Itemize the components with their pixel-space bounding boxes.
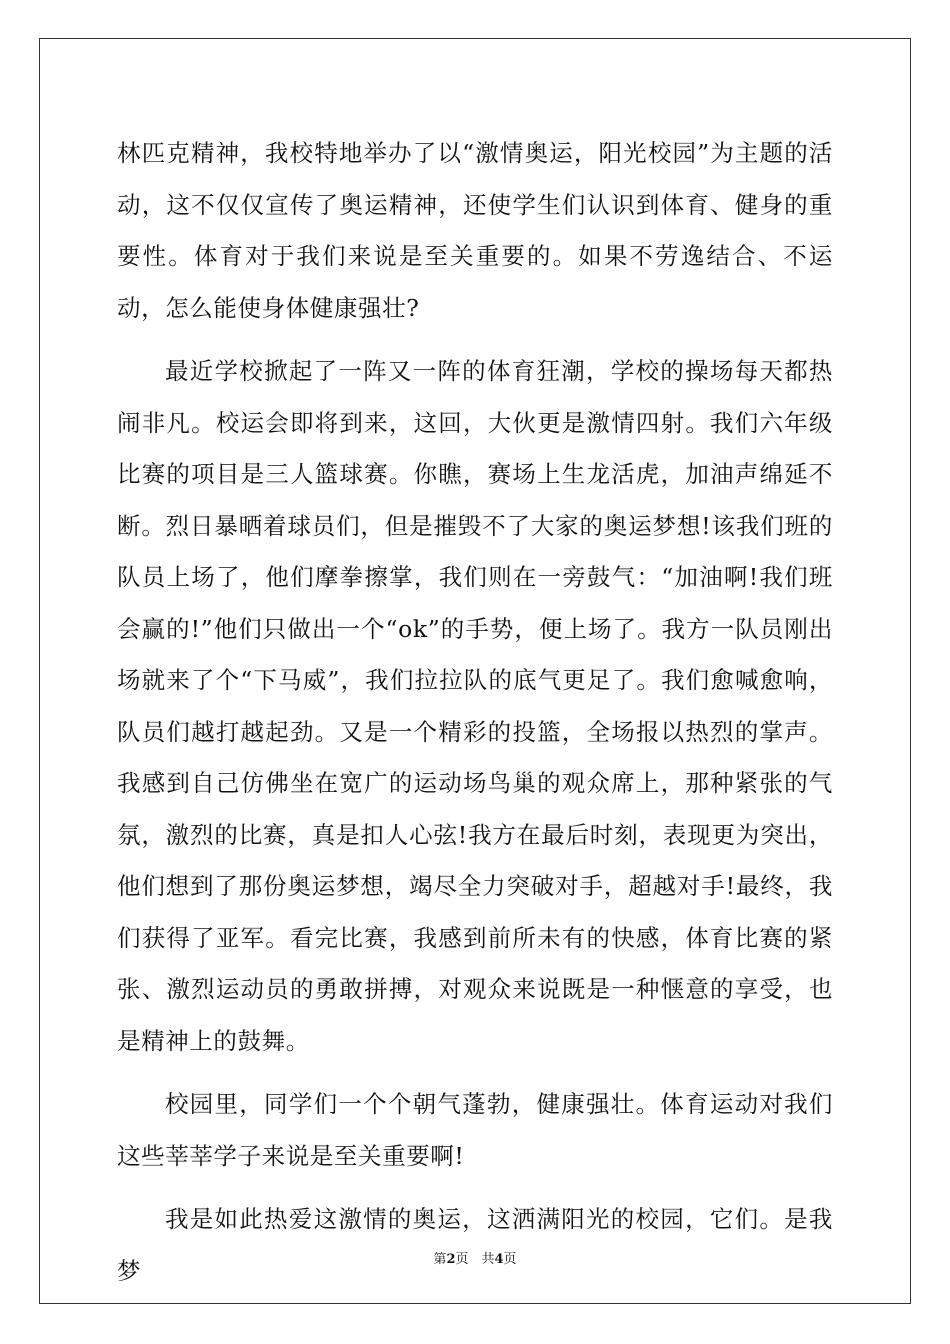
paragraph-2: 最近学校掀起了一阵又一阵的体育狂潮，学校的操场每天都热闹非凡。校运会即将到来，这回，大伙更是激情四射。我们六年级比赛的项目是三人篮球赛。你瞧，赛场上生龙活虎，加油声绵延不断。烈日暴晒着球员们，但是摧毁不了大家的奥运梦想!该我们班的队员上场了，他们摩拳擦掌，我们则在一旁鼓气：“加油啊!我们班会赢的!”他们只做出一个“ok”的手势，便上场了。我方一队员刚出场就来了个“下马威”，我们拉拉队的底气更足了。我们愈喊愈响，队员们越打越起劲。又是一个精彩的投篮，全场报以热烈的掌声。我感到自己仿佛坐在宽广的运动场鸟巢的观众席上，那种紧张的气氛，激烈的比赛，真是扣人心弦!我方在最后时刻，表现更为突出，他们想到了那份奥运梦想，竭尽全力突破对手，超越对手!最终，我们获得了亚军。看完比赛，我感到前所未有的快感，体育比赛的紧张、激烈运动员的勇敢拼搏，对观众来说既是一种惬意的享受，也是精神上的鼓舞。 [117, 357, 833, 1055]
total-page-number: 4 [494, 1252, 504, 1267]
page-number-footer [0, 1248, 950, 1267]
document-body [117, 128, 833, 1297]
footer-suffix: 页 [503, 1252, 517, 1267]
paragraph-3: 校园里，同学们一个个朝气蓬勃，健康强壮。体育运动对我们这些莘莘学子来说是至关重要啊! [117, 1090, 833, 1170]
footer-middle: 页 共 [455, 1252, 495, 1267]
paragraph-4: 我是如此热爱这激情的奥运，这洒满阳光的校园，它们。是我梦 [117, 1205, 833, 1285]
current-page-number: 2 [446, 1252, 456, 1267]
paragraph-1: 林匹克精神，我校特地举办了以“激情奥运，阳光校园”为主题的活动，这不仅仅宣传了奥运精神，还使学生们认识到体育、健身的重要性。体育对于我们来说是至关重要的。如果不劳逸结合、不运动，怎么能使身体健康强壮? [117, 139, 833, 322]
footer-prefix: 第 [433, 1252, 447, 1267]
